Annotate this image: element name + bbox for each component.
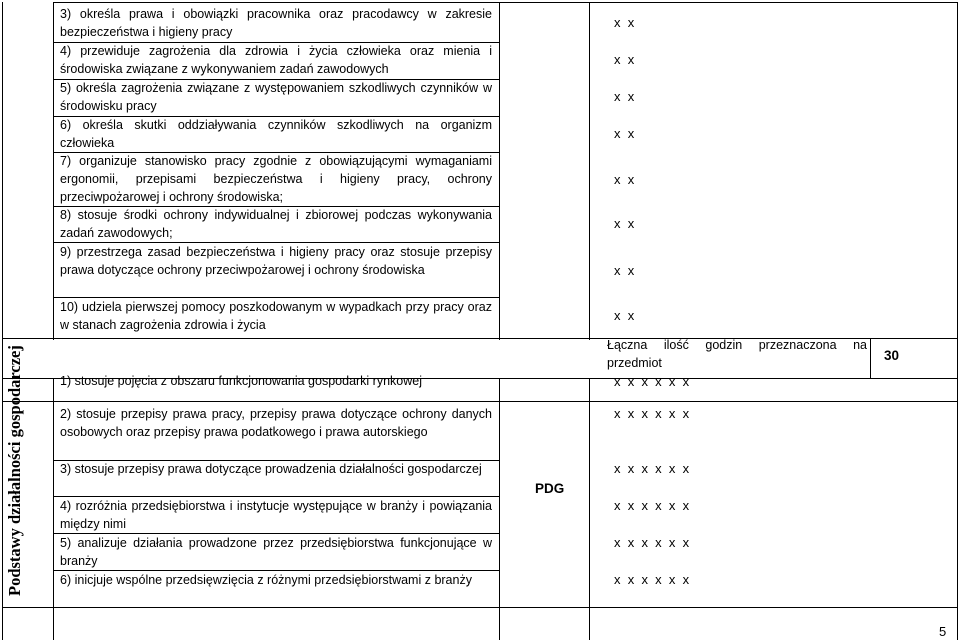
marks-5: x x xyxy=(614,89,635,104)
learning-outcome-pdg-4: 4) rozróżnia przedsiębiorstwa i instytucje występujące w branży i powiązania między nimi xyxy=(60,499,492,531)
table-border xyxy=(2,607,957,608)
total-hours-label: Łączna ilość godzin przeznaczona na przedmiot xyxy=(607,338,867,370)
learning-outcome-pdg-5: 5) analizuje działania prowadzone przez przedsiębiorstwa funkcjonujące w branży xyxy=(60,536,492,568)
subject-code: PDG xyxy=(535,481,565,496)
learning-outcome-5: 5) określa zagrożenia związane z występowaniem szkodliwych czynników w środowisku pracy xyxy=(60,81,492,113)
section-label xyxy=(5,345,49,596)
learning-outcome-pdg-3: 3) stosuje przepisy prawa dotyczące prowadzenia działalności gospodarczej xyxy=(60,462,482,476)
marks-9: x x xyxy=(614,263,635,278)
marks-pdg-5: x x x x x x xyxy=(614,535,690,550)
table-border xyxy=(499,378,500,640)
page-number: 5 xyxy=(939,624,947,639)
table-border xyxy=(589,378,590,640)
learning-outcome-7: 7) organizuje stanowisko pracy zgodnie z obowiązującymi wymaganiami ergonomii, przepisami bezpieczeństwa i higieny pracy, ochrony przeciwpożarowej i ochrony środowiska; xyxy=(60,154,492,204)
marks-7: x x xyxy=(614,172,635,187)
marks-8: x x xyxy=(614,216,635,231)
table-border xyxy=(589,2,590,340)
marks-4: x x xyxy=(614,52,635,67)
section-label-text: Podstawy działalności gospodarczej xyxy=(5,345,24,596)
marks-6: x x xyxy=(614,126,635,141)
row-divider xyxy=(2,401,957,402)
learning-outcome-3: 3) określa prawa i obowiązki pracownika oraz pracodawcy w zakresie bezpieczeństwa i higieny pracy xyxy=(60,7,492,39)
total-hours-value: 30 xyxy=(884,348,900,363)
learning-outcome-pdg-2: 2) stosuje przepisy prawa pracy, przepisy prawa dotyczące ochrony danych osobowych oraz przepisy prawa podatkowego i prawa autorskiego xyxy=(60,407,492,439)
marks-3: x x xyxy=(614,15,635,30)
learning-outcome-6: 6) określa skutki oddziaływania czynników szkodliwych na organizm człowieka xyxy=(60,118,492,150)
learning-outcome-pdg-1: 1) stosuje pojęcia z obszaru funkcjonowania gospodarki rynkowej xyxy=(60,374,423,388)
table-border xyxy=(2,2,3,640)
table-border xyxy=(957,2,958,640)
marks-pdg-3: x x x x x x xyxy=(614,461,690,476)
learning-outcome-10: 10) udziela pierwszej pomocy poszkodowanym w wypadkach przy pracy oraz w stanach zagrożenia zdrowia i życia xyxy=(60,300,492,332)
marks-10: x x xyxy=(614,308,635,323)
learning-outcome-4: 4) przewiduje zagrożenia dla zdrowia i życia człowieka oraz mienia i środowiska związane z wykonywaniem zadań zawodowych xyxy=(60,44,492,76)
marks-pdg-2: x x x x x x xyxy=(614,406,690,421)
marks-pdg-6: x x x x x x xyxy=(614,572,690,587)
learning-outcome-9: 9) przestrzega zasad bezpieczeństwa i higieny pracy oraz stosuje przepisy prawa dotyczące ochrony przeciwpożarowej i ochrony środowiska xyxy=(60,245,492,277)
table-border xyxy=(53,2,957,3)
learning-outcome-pdg-6: 6) inicjuje wspólne przedsięwzięcia z różnymi przedsiębiorstwami z branży xyxy=(60,573,472,587)
table-border xyxy=(499,2,500,340)
table-border xyxy=(870,338,871,378)
marks-pdg-1: x x x x x x xyxy=(614,374,690,389)
marks-pdg-4: x x x x x x xyxy=(614,498,690,513)
table-border xyxy=(53,378,54,640)
learning-outcome-8: 8) stosuje środki ochrony indywidualnej i zbiorowej podczas wykonywania zadań zawodowych; xyxy=(60,208,492,240)
table-border xyxy=(53,2,54,340)
